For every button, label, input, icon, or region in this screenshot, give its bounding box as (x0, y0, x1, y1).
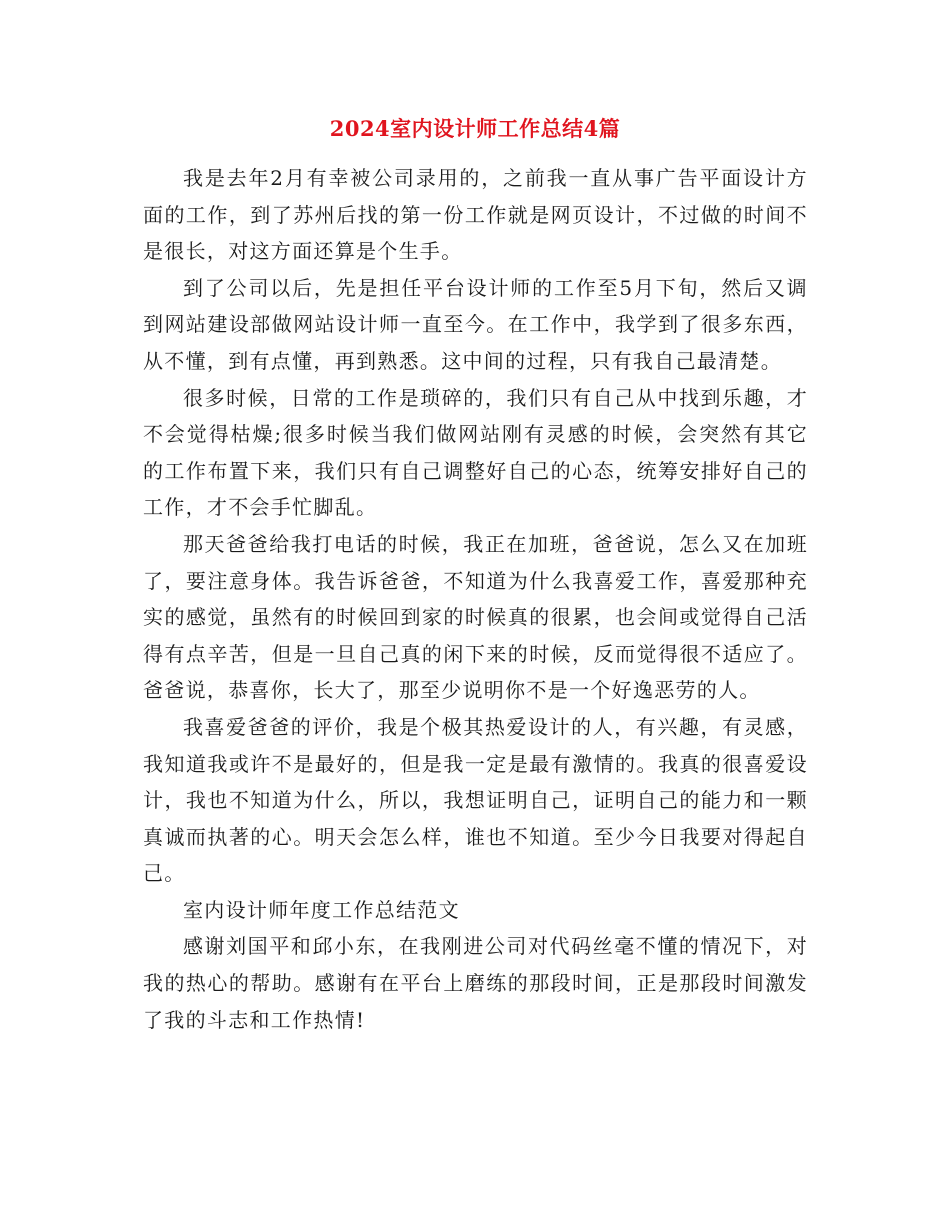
document-title: 2024室内设计师工作总结4篇 (329, 116, 621, 141)
paragraph: 很多时候，日常的工作是琐碎的，我们只有自己从中找到乐趣，才不会觉得枯燥;很多时候当我们做网站刚有灵感的时候，会突然有其它的工作布置下来，我们只有自己调整好自己的心态，统筹安排好自己的工作，才不会手忙脚乱。 (143, 385, 808, 520)
paragraph: 我喜爱爸爸的评价，我是个极其热爱设计的人，有兴趣，有灵感，我知道我或许不是最好的，但是我一定是最有激情的。我真的很喜爱设计，我也不知道为什么，所以，我想证明自己，证明自己的能力和一颗真诚而执著的心。明天会怎么样，谁也不知道。至少今日我要对得起自己。 (143, 714, 808, 886)
document-body (143, 160, 808, 1038)
paragraph: 那天爸爸给我打电话的时候，我正在加班，爸爸说，怎么又在加班了，要注意身体。我告诉爸爸，不知道为什么我喜爱工作，喜爱那种充实的感觉，虽然有的时候回到家的时候真的很累，也会间或觉得自己活得有点辛苦，但是一旦自己真的闲下来的时候，反而觉得很不适应了。爸爸说，恭喜你，长大了，那至少说明你不是一个好逸恶劳的人。 (143, 531, 808, 703)
paragraph: 感谢刘国平和邱小东，在我刚进公司对代码丝毫不懂的情况下，对我的热心的帮助。感谢有在平台上磨练的那段时间，正是那段时间激发了我的斗志和工作热情! (143, 934, 808, 1032)
paragraph: 到了公司以后，先是担任平台设计师的工作至5月下旬，然后又调到网站建设部做网站设计师一直至今。在工作中，我学到了很多东西，从不懂，到有点懂，再到熟悉。这中间的过程，只有我自己最清楚。 (143, 275, 808, 373)
paragraph: 我是去年2月有幸被公司录用的，之前我一直从事广告平面设计方面的工作，到了苏州后找的第一份工作就是网页设计，不过做的时间不是很长，对这方面还算是个生手。 (143, 166, 808, 264)
section-subheading: 室内设计师年度工作总结范文 (183, 897, 460, 922)
